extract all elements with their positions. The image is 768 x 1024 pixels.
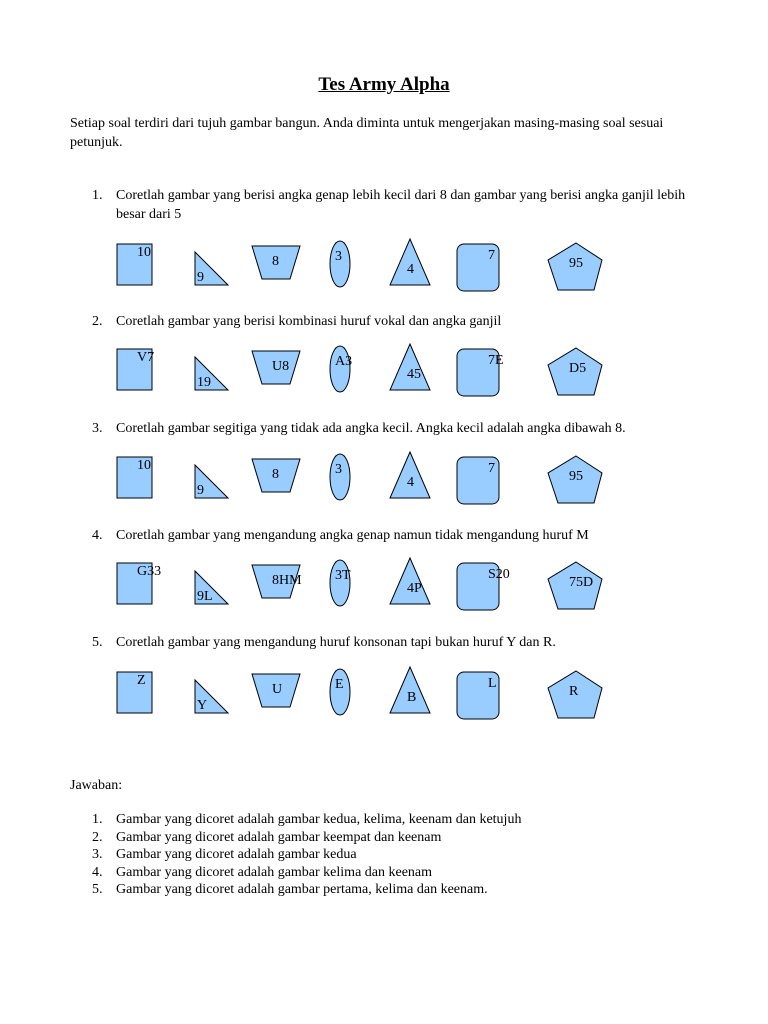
shape-row-4 xyxy=(110,555,630,619)
answer-text: Gambar yang dicoret adalah gambar kedua, kelima, keenam dan ketujuh xyxy=(116,812,522,827)
shape-label: 7 xyxy=(488,461,495,476)
answer-heading: Jawaban: xyxy=(70,778,123,793)
shape-label: B xyxy=(407,690,417,705)
shape-row-1 xyxy=(110,236,630,300)
intro-paragraph: Setiap soal terdiri dari tujuh gambar bangun. Anda diminta untuk mengerjakan masing-masing soal sesuai petunjuk. xyxy=(70,116,664,150)
answer-number: 5. xyxy=(92,882,103,897)
shapes-svg xyxy=(110,236,630,300)
shape-label: E xyxy=(335,677,344,692)
shape-label: 95 xyxy=(569,469,583,484)
shapes-svg xyxy=(110,664,630,728)
shapes-svg xyxy=(110,341,630,405)
ellipse-shape xyxy=(330,454,350,500)
shape-label: U xyxy=(272,682,283,697)
ellipse-shape xyxy=(330,241,350,287)
question-number: 4. xyxy=(92,528,103,543)
question-text: Coretlah gambar yang mengandung huruf konsonan tapi bukan huruf Y dan R. xyxy=(116,635,556,650)
answer-number: 4. xyxy=(92,864,103,880)
answer-item xyxy=(92,829,692,847)
shape-row-3 xyxy=(110,449,630,513)
shape-row-5 xyxy=(110,664,630,728)
question-text: Coretlah gambar yang berisi angka genap lebih kecil dari 8 dan gambar yang berisi angka ganjil lebih besar dari 5 xyxy=(116,188,686,222)
answer-item xyxy=(92,846,692,864)
shape-label: 4 xyxy=(407,475,414,490)
shape-label: 8 xyxy=(272,467,279,482)
shape-label: 9 xyxy=(197,270,204,285)
shape-label: L xyxy=(488,676,497,691)
ellipse-shape xyxy=(330,560,350,606)
page-title: Tes Army Alpha xyxy=(318,74,450,95)
question-number: 2. xyxy=(92,314,103,329)
question-number: 3. xyxy=(92,421,103,436)
shape-label: 10 xyxy=(137,245,151,260)
shape-label: 4 xyxy=(407,262,414,277)
shape-row-2 xyxy=(110,341,630,405)
shape-label: 45 xyxy=(407,367,421,382)
answer-text: Gambar yang dicoret adalah gambar keempat dan keenam xyxy=(116,829,442,845)
shape-label: U8 xyxy=(272,359,290,374)
answer-number: 2. xyxy=(92,829,103,845)
shape-label: 3 xyxy=(335,462,342,477)
shapes-svg xyxy=(110,449,630,513)
shape-label: D5 xyxy=(569,361,587,376)
shape-label: Y xyxy=(197,698,208,713)
answer-item xyxy=(92,881,692,899)
answer-number: 3. xyxy=(92,847,103,862)
question-5 xyxy=(92,633,702,652)
question-number: 1. xyxy=(92,188,103,203)
shape-label: Z xyxy=(137,673,146,688)
question-3 xyxy=(92,419,702,438)
shape-label: A3 xyxy=(335,354,353,369)
question-number: 5. xyxy=(92,635,103,650)
answer-item xyxy=(92,864,692,882)
question-text: Coretlah gambar segitiga yang tidak ada angka kecil. Angka kecil adalah angka dibawah 8. xyxy=(116,421,626,436)
shapes-svg xyxy=(110,555,630,619)
shape-label: 7E xyxy=(488,353,504,368)
question-2 xyxy=(92,312,702,331)
answer-list xyxy=(92,811,692,899)
answer-text: Gambar yang dicoret adalah gambar kelima dan keenam xyxy=(116,864,433,880)
shape-label: 75D xyxy=(569,575,594,590)
shape-label: R xyxy=(569,684,579,699)
shape-label: 9L xyxy=(197,589,213,604)
question-text: Coretlah gambar yang mengandung angka genap namun tidak mengandung huruf M xyxy=(116,528,589,543)
shape-label: 8HM xyxy=(272,573,302,588)
shape-label: 10 xyxy=(137,458,151,473)
ellipse-shape xyxy=(330,669,350,715)
question-text: Coretlah gambar yang berisi kombinasi huruf vokal dan angka ganjil xyxy=(116,314,502,329)
shape-label: 4P xyxy=(407,581,422,596)
answer-text: Gambar yang dicoret adalah gambar kedua xyxy=(116,847,357,862)
shape-label: 7 xyxy=(488,248,495,263)
ellipse-shape xyxy=(330,346,353,392)
shape-label: G33 xyxy=(137,564,162,579)
answer-number: 1. xyxy=(92,812,103,827)
shape-label: 95 xyxy=(569,256,583,271)
shape-label: 8 xyxy=(272,254,279,269)
square-shape xyxy=(117,672,152,713)
shape-label: S20 xyxy=(488,567,510,582)
answer-text: Gambar yang dicoret adalah gambar pertama, kelima dan keenam. xyxy=(116,882,488,897)
shape-label: V7 xyxy=(137,350,155,365)
shape-label: 19 xyxy=(197,375,211,390)
question-1 xyxy=(92,186,702,224)
shape-label: 3T xyxy=(335,568,351,583)
answer-item xyxy=(92,811,692,829)
shape-label: 9 xyxy=(197,483,204,498)
shape-label: 3 xyxy=(335,249,342,264)
question-4 xyxy=(92,526,702,545)
